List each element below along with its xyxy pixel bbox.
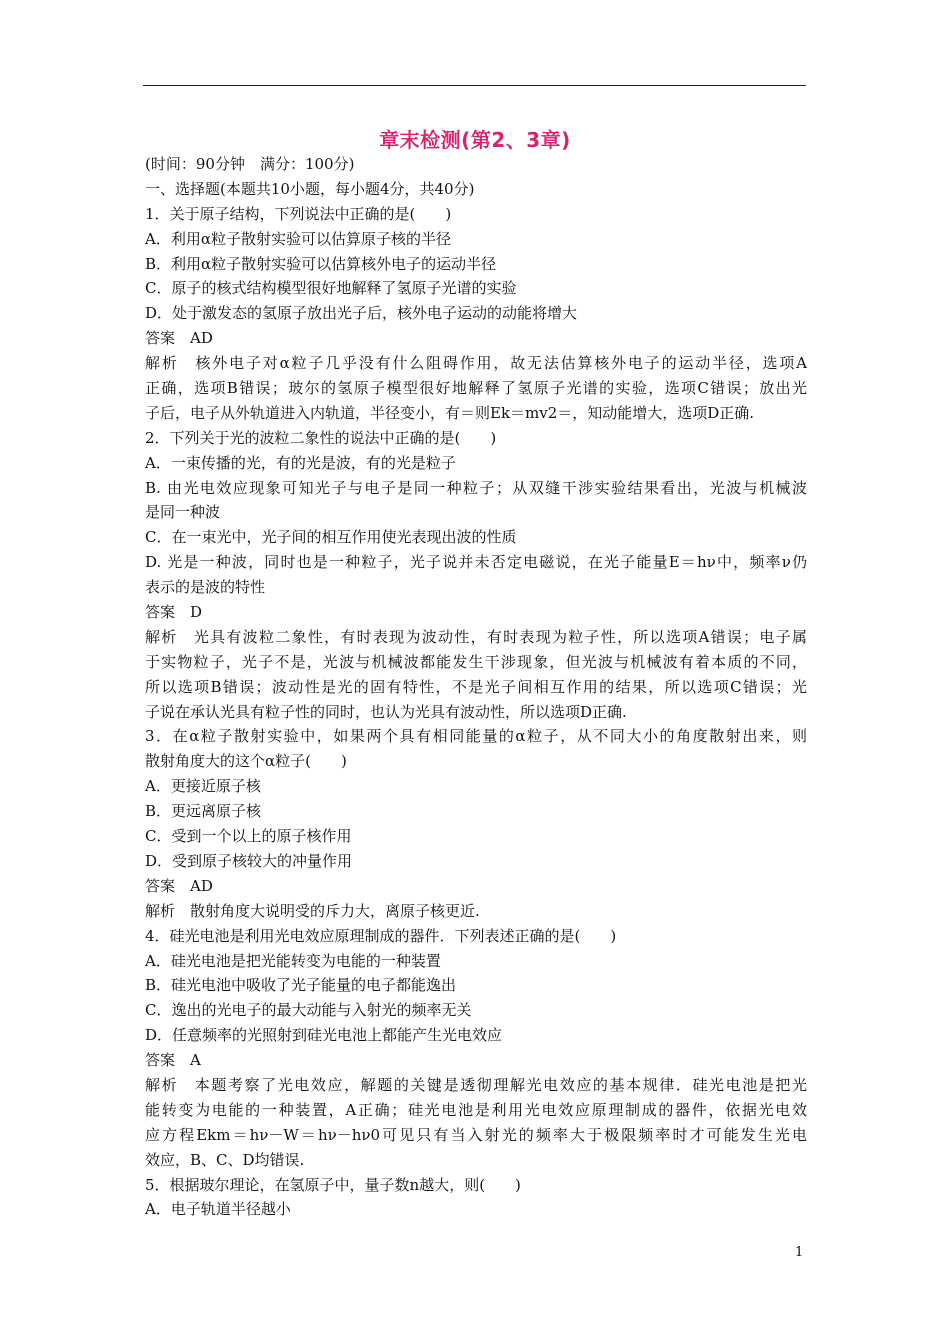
- question-3-option-b: B．更远离原子核: [145, 802, 262, 821]
- stem-line: 3．在α粒子散射实验中，如果两个具有相同能量的α粒子，从不同大小的角度散射出来，则: [145, 727, 807, 746]
- question-1-stem: 1．关于原子结构，下列说法中正确的是( ): [145, 204, 452, 223]
- option-line: B. 由光电效应现象可知光子与电子是同一种粒子；从双缝干涉实验结果看出，光波与机械波: [145, 478, 807, 497]
- question-3-stem: [145, 724, 807, 774]
- question-3-option-d: D．受到原子核较大的冲量作用: [145, 851, 353, 870]
- explanation-line: 子后，电子从外轨道进入内轨道，半径变小，有＝则Ek＝mv2＝，知动能增大，选项D正确.: [145, 403, 755, 422]
- question-4-option-d: D．任意频率的光照射到硅光电池上都能产生光电效应: [145, 1026, 503, 1045]
- explanation-line: 子说在承认光具有粒子性的同时，也认为光具有波动性，所以选项D正确.: [145, 702, 627, 721]
- document-title: 章末检测(第2、3章): [379, 128, 571, 152]
- question-2-option-d: [145, 550, 807, 600]
- explanation-line: 解析 本题考察了光电效应，解题的关键是透彻理解光电效应的基本规律．硅光电池是把光: [145, 1075, 807, 1094]
- stem-line: 散射角度大的这个α粒子( ): [145, 752, 347, 771]
- question-2-option-b: [145, 476, 807, 526]
- question-1-answer: 答案 AD: [145, 329, 213, 348]
- explanation-line: 解析 光具有波粒二象性，有时表现为波动性，有时表现为粒子性，所以选项A错误；电子属: [145, 627, 807, 646]
- explanation-line: 能转变为电能的一种装置，A正确；硅光电池是利用光电效应原理制成的器件，依据光电效: [145, 1100, 807, 1119]
- question-2-stem: 2．下列关于光的波粒二象性的说法中正确的是( ): [145, 428, 497, 447]
- exam-meta: (时间：90分钟 满分：100分): [145, 155, 355, 173]
- question-5-stem: 5．根据玻尔理论，在氢原子中，量子数n越大，则( ): [145, 1175, 521, 1194]
- explanation-line: 正确，选项B错误；玻尔的氢原子模型很好地解释了氢原子光谱的实验，选项C错误；放出光: [145, 379, 807, 398]
- option-line: D. 光是一种波，同时也是一种粒子，光子说并未否定电磁说，在光子能量E＝hν中，频率ν仍: [145, 553, 807, 572]
- question-4-option-a: A．硅光电池是把光能转变为电能的一种装置: [145, 951, 441, 970]
- explanation-line: 所以选项B错误；波动性是光的固有特性，不是光子间相互作用的结果，所以选项C错误；光: [145, 677, 807, 696]
- explanation-line: 解析 核外电子对α粒子几乎没有什么阻碍作用，故无法估算核外电子的运动半径，选项A: [145, 354, 807, 373]
- question-3-answer: 答案 AD: [145, 876, 213, 895]
- question-4-explanation: [145, 1073, 807, 1173]
- question-1-option-b: B．利用α粒子散射实验可以估算核外电子的运动半径: [145, 254, 497, 273]
- question-3-option-a: A．更接近原子核: [145, 777, 261, 796]
- question-3-explanation: 解析 散射角度大说明受的斥力大，离原子核更近.: [145, 901, 480, 920]
- explanation-line: 效应，B、C、D均错误.: [145, 1150, 305, 1169]
- question-4-answer: 答案 A: [145, 1051, 201, 1070]
- section-heading: 一、选择题(本题共10小题，每小题4分，共40分): [145, 179, 475, 198]
- question-1-explanation: [145, 351, 807, 426]
- question-5-option-a: A．电子轨道半径越小: [145, 1200, 291, 1219]
- question-3-option-c: C．受到一个以上的原子核作用: [145, 827, 352, 846]
- option-line: 表示的是波的特性: [145, 578, 266, 597]
- question-2-option-a: A．一束传播的光，有的光是波，有的光是粒子: [145, 453, 456, 472]
- document-body: [145, 152, 807, 1222]
- question-4-stem: 4．硅光电池是利用光电效应原理制成的器件．下列表述正确的是( ): [145, 926, 617, 945]
- question-2-explanation: [145, 625, 807, 725]
- question-4-option-c: C．逸出的光电子的最大动能与入射光的频率无关: [145, 1001, 472, 1020]
- question-2-answer: 答案 D: [145, 603, 203, 622]
- page-number: 1: [795, 1245, 804, 1260]
- question-1-option-c: C．原子的核式结构模型很好地解释了氢原子光谱的实验: [145, 279, 517, 298]
- question-1-option-d: D．处于激发态的氢原子放出光子后，核外电子运动的动能将增大: [145, 304, 578, 323]
- explanation-line: 应方程Ekm＝hν－W＝hν－hν0可见只有当入射光的频率大于极限频率时才可能发生光电: [145, 1125, 807, 1144]
- question-4-option-b: B．硅光电池中吸收了光子能量的电子都能逸出: [145, 976, 457, 995]
- explanation-line: 于实物粒子，光子不是，光波与机械波都能发生干涉现象，但光波与机械波有着本质的不同，: [145, 652, 807, 671]
- question-1-option-a: A．利用α粒子散射实验可以估算原子核的半径: [145, 229, 451, 248]
- header-rule: [143, 85, 806, 86]
- question-2-option-c: C．在一束光中，光子间的相互作用使光表现出波的性质: [145, 528, 517, 547]
- option-line: 是同一种波: [145, 503, 221, 522]
